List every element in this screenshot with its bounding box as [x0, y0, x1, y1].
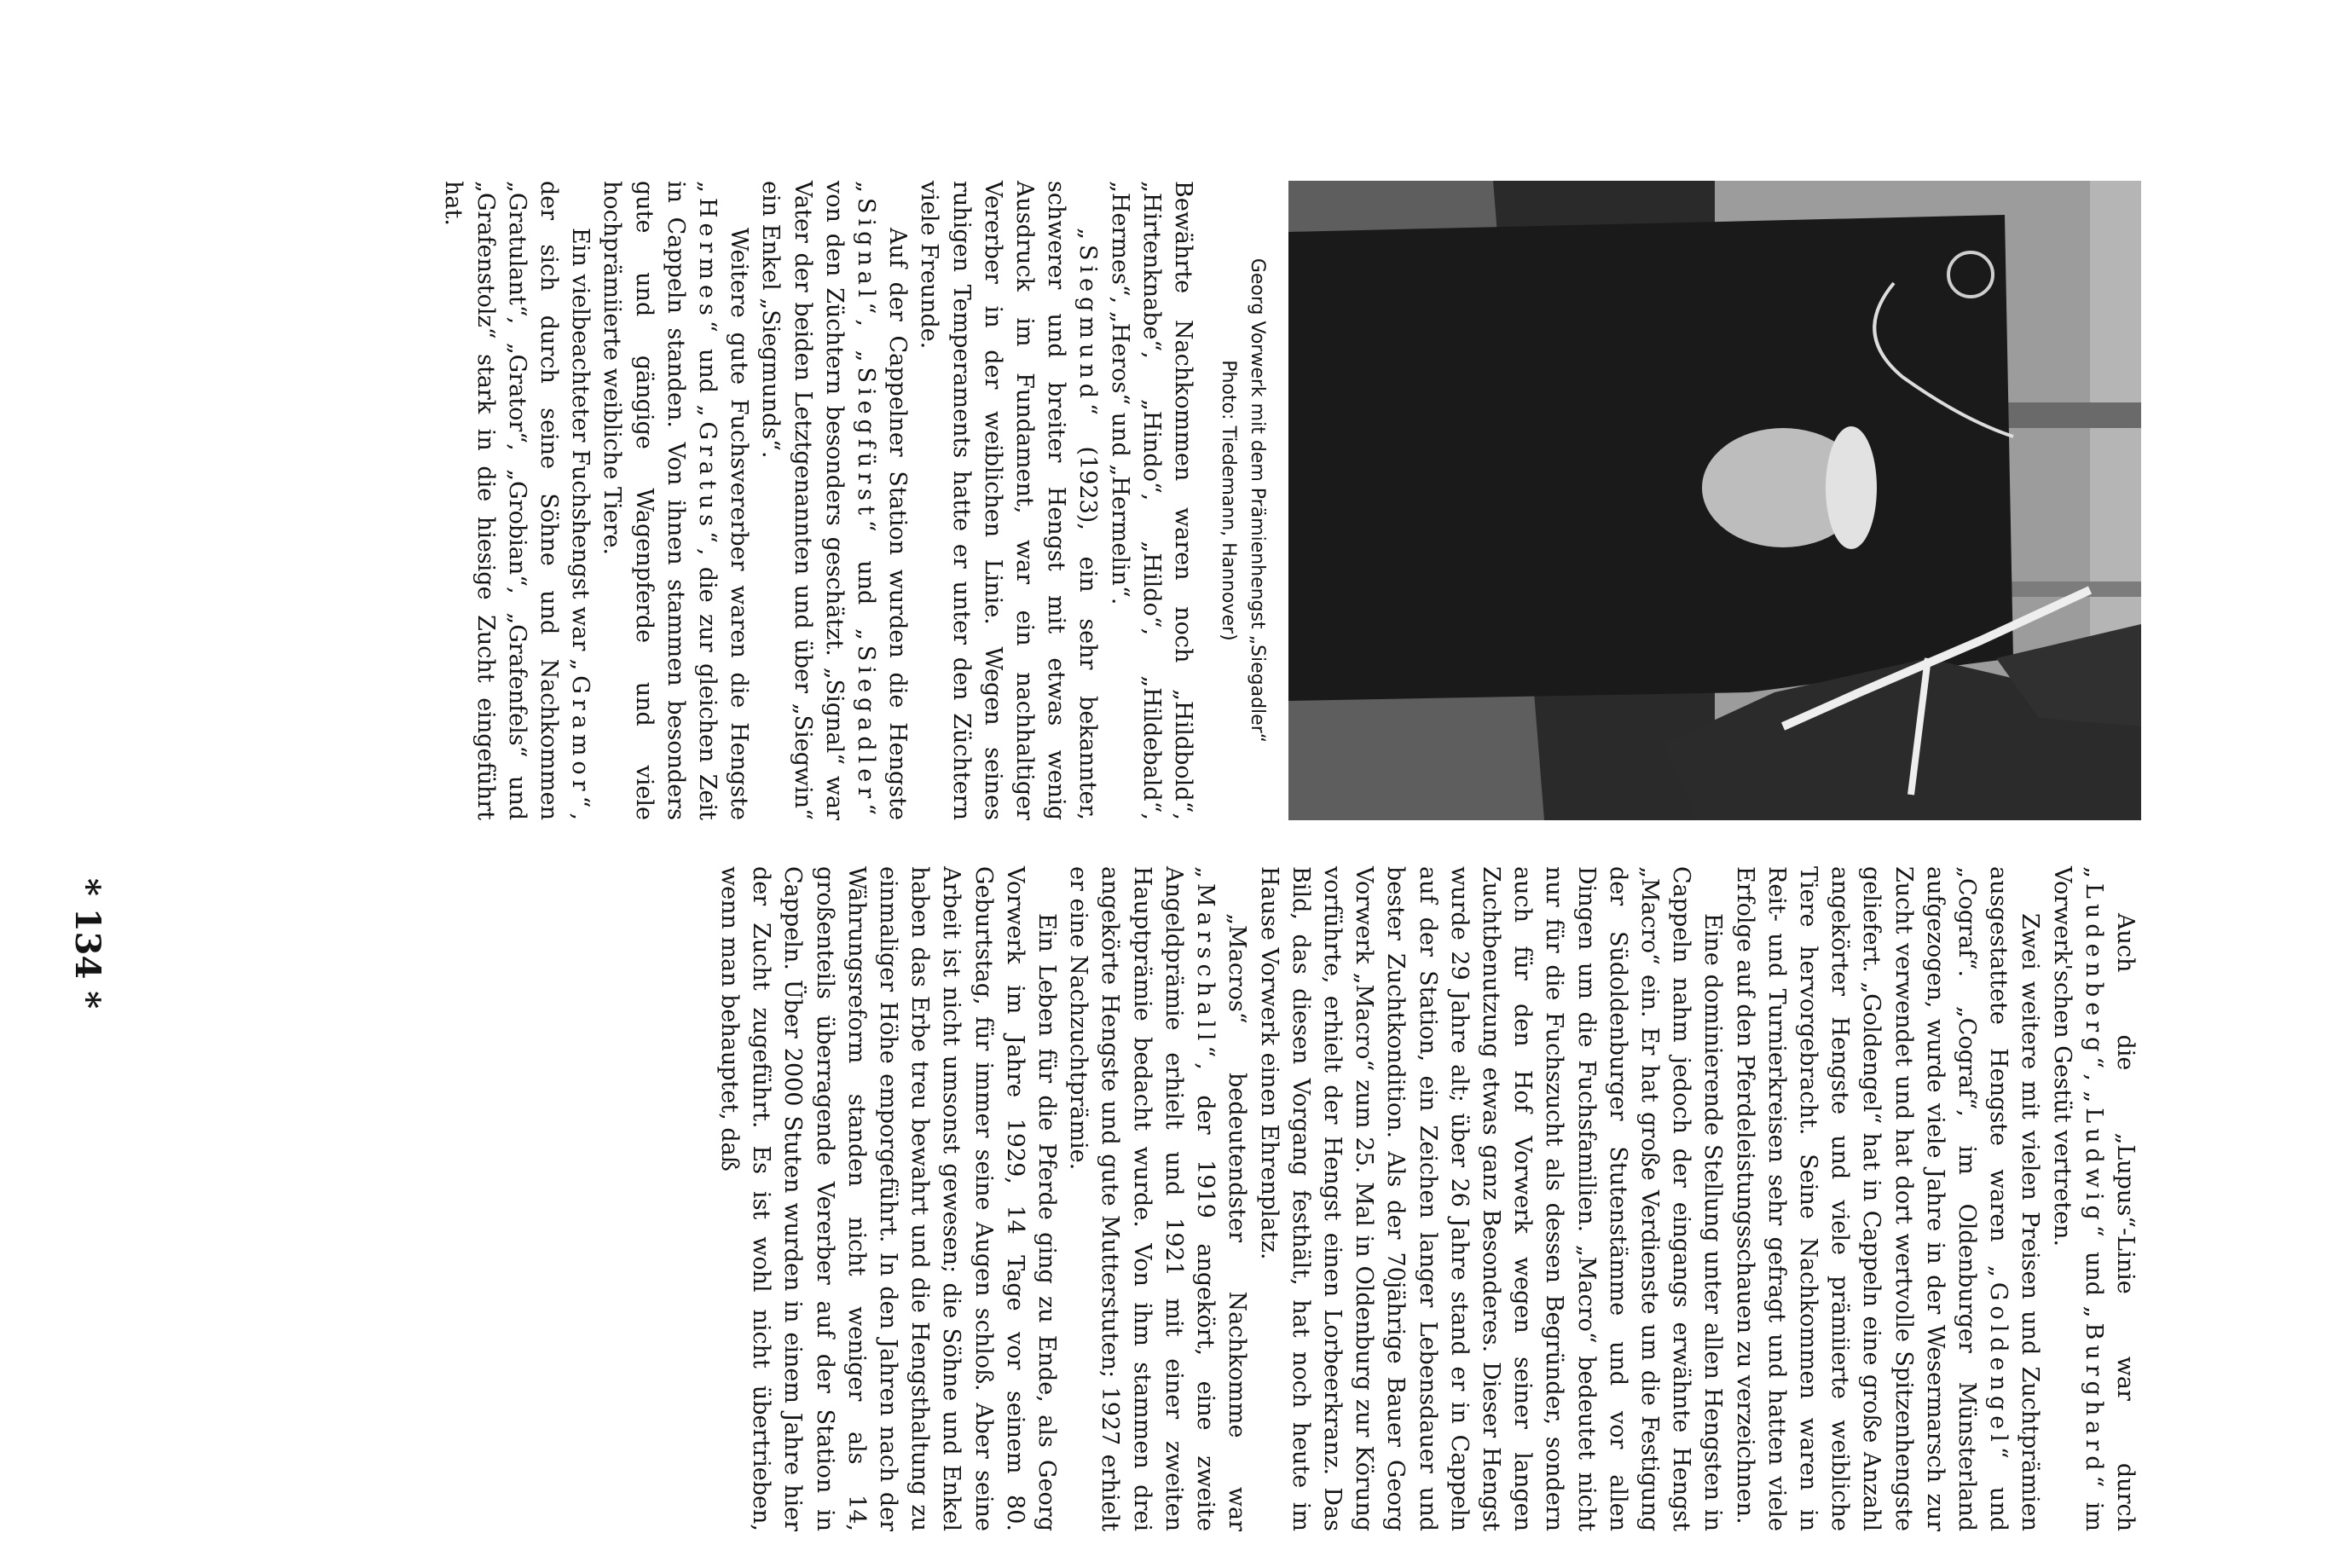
paragraph: Auf der Cappelner Station wurden die Hengste „Signal“, „Siegfürst“ und „Siegadler“ von den Züchtern besonders geschätzt. „Signal“ war Vater der beiden Letztgenannten und über „Siegwin“ ein Enkel „Siegmunds“.: [757, 181, 912, 820]
horse-name: „Ludenberg“: [2080, 866, 2107, 1074]
paragraph: Auch die „Lupus“-Linie war durch „Ludenberg“, „Ludwig“ und „Burghard“ im Vorwerk'schen Gestüt vertreten.: [2048, 866, 2139, 1531]
caption-line-1: Georg Vorwerk mit dem Prämienhengst „Siegadler“: [1247, 257, 1268, 743]
paragraph: „Macros“ bedeutendster Nachkomme war „Marschall“, der 1919 angekört, eine zweite Angeldprämie erhielt und 1921 mit einer zweiten Hauptprämie bedacht wurde. Von ihm stammen drei angekörte Hengste und gute Mutterstuten; 1927 erhielt er eine Nachzuchtprämie.: [1065, 866, 1251, 1531]
horse-photo: [1288, 181, 2141, 820]
text-column-left: [437, 181, 1199, 820]
horse-name: „Siegmund“: [1074, 228, 1102, 420]
paragraph: Ein Leben für die Pferde ging zu Ende, als Georg Vorwerk im Jahre 1929, 14 Tage vor seinem 80. Geburtstag, für immer seine Augen schloß. Aber seine Arbeit ist nicht umsonst gewesen; die Söhne und Enkel haben das Erbe treu bewahrt und die Hengsthaltung zu einmaliger Höhe emporgeführt. In den Jahren nach der Währungsreform standen nicht weniger als 14, großenteils überragende Vererber auf der Station in Cappeln. Über 2000 Stuten wurden in einem Jahre hier der Zucht zugeführt. Es ist wohl nicht übertrieben, wenn man behauptet, daß: [716, 866, 1061, 1531]
horse-name: „Siegadler“: [852, 628, 879, 820]
paragraph: Bewährte Nachkommen waren noch „Hildbold“, „Hirtenknabe“, „Hindo“, „Hildo“, „Hildebald“, „Hermes“, „Heros“ und „Hermelin“.: [1106, 181, 1196, 820]
horse-photo-icon: [1288, 181, 2141, 820]
photo-caption: [1213, 181, 1271, 820]
horse-name: „Burghard“: [2080, 1305, 2107, 1493]
horse-name: „Hermes“: [693, 181, 721, 338]
paragraph: Zwei weitere mit vielen Preisen und Zuchtprämien ausgestattete Hengste waren „Goldengel“ und „Cograf“. „Cograf“, im Oldenburger Münsterland aufgezogen, wurde viele Jahre in der Wesermarsch zur Zucht verwendet und hat dort wertvolle Spitzenhengste geliefert. „Goldengel“ hat in Cappeln eine große Anzahl angekörter Hengste und viele prämiierte weibliche Tiere hervorgebracht. Seine Nachkommen waren in Reit- und Turnierkreisen sehr gefragt und hatten viele Erfolge auf den Pferdeleistungsschauen zu verzeichnen.: [1731, 866, 2044, 1531]
caption-line-2: Photo: Tiedemann, Hannover): [1218, 360, 1239, 641]
horse-name: „Signal“: [852, 181, 879, 320]
paragraph: „Siegmund“ (1923), ein sehr bekannter, schwerer und breiter Hengst mit etwas wenig Ausdruck im Fundament, war ein nachhaltiger Vererber in der weiblichen Linie. Wegen seines ruhigen Temperaments hatte er unter den Züchtern viele Freunde.: [916, 181, 1102, 820]
horse-name: „Gratus“: [693, 404, 721, 548]
horse-name: „Ludwig“: [2080, 1091, 2107, 1242]
horse-name: „Marschall“: [1192, 866, 1219, 1063]
paragraph: Weitere gute Fuchsvererber waren die Hengste „Hermes“ und „Gratus“, die zur gleichen Zeit in Cappeln standen. Von ihnen stammen besonders gute und gängige Wagenpferde und viele hochprämiierte weibliche Tiere.: [599, 181, 753, 820]
horse-name: „Siegfürst“: [852, 350, 879, 537]
text-column-right: [714, 866, 2141, 1531]
horse-name: „Goldengel“: [1985, 1264, 2012, 1464]
paragraph: Ein vielbeachteter Fuchshengst war „Gramor“, der sich durch seine Söhne und Nachkommen „Gratulant“, „Grator“, „Grobian“, „Grafenfels“ und „Grafenstolz“ stark in die hiesige Zucht eingeführt hat.: [440, 181, 594, 820]
page-number: * 134 *: [67, 878, 107, 1010]
paragraph: Eine dominierende Stellung unter allen Hengsten in Cappeln nahm jedoch der eingangs erwähnte Hengst „Macro“ ein. Er hat große Verdienste um die Festigung der Südoldenburger Stutenstämme und vor allen Dingen um die Fuchsfamilien. „Macro“ bedeutet nicht nur für die Fuchszucht als dessen Begründer, sondern auch für den Hof Vorwerk wegen seiner langen Zuchtbenutzung etwas ganz Besonderes. Dieser Hengst wurde 29 Jahre alt; über 26 Jahre stand er in Cappeln auf der Station, ein Zeichen langer Lebensdauer und bester Zuchtkondition. Als der 70jährige Bauer Georg Vorwerk „Macro“ zum 25. Mal in Oldenburg zur Körung vorführte, erhielt der Hengst einen Lorbeerkranz. Das Bild, das diesen Vorgang festhält, hat noch heute im Hause Vorwerk einen Ehrenplatz.: [1255, 866, 1727, 1531]
horse-name: „Gramor“: [567, 658, 594, 813]
